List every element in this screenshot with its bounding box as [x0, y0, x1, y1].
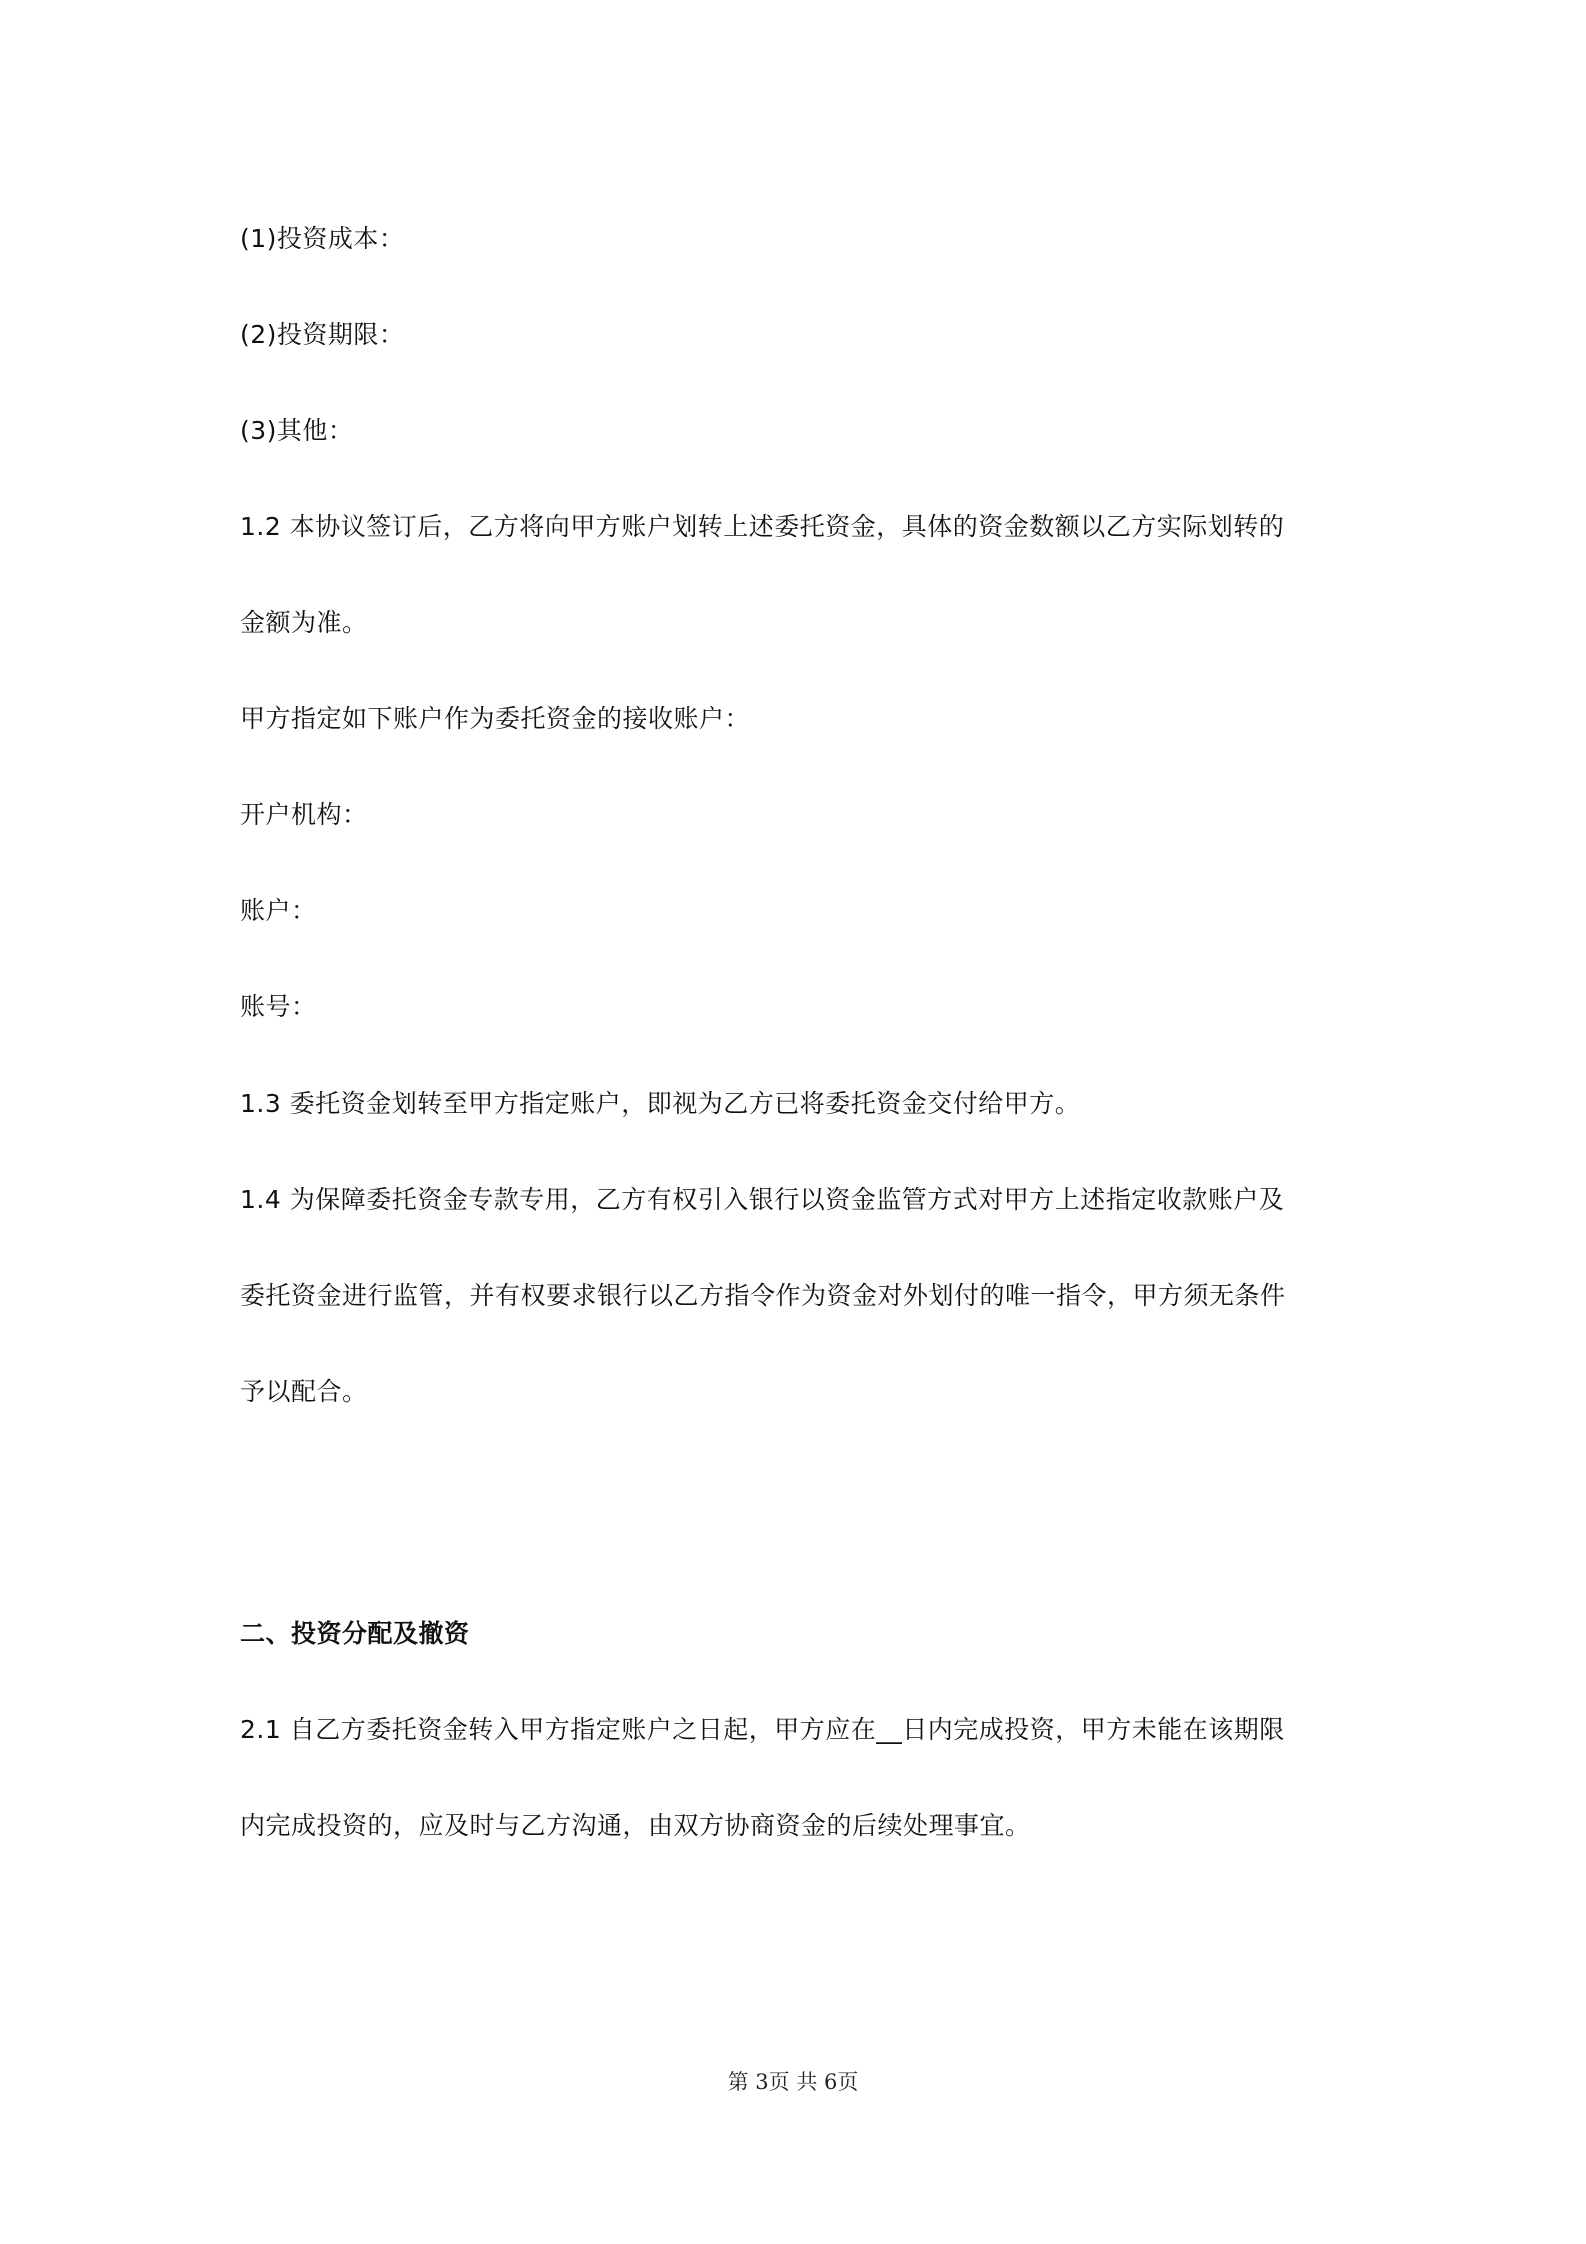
clause-1-4-line-3: 予以配合。	[240, 1377, 368, 1406]
field-account-name: 账户：	[240, 896, 317, 925]
clause-2-1-line-2: 内完成投资的，应及时与乙方沟通，由双方协商资金的后续处理事宜。	[240, 1811, 1031, 1840]
page-number-footer: 第 3页 共 6页	[727, 2070, 859, 2094]
clause-1-4-line-1: 1.4 为保障委托资金专款专用，乙方有权引入银行以资金监管方式对甲方上述指定收款账户及	[240, 1185, 1285, 1214]
item-investment-cost: (1)投资成本：	[240, 224, 405, 253]
clause-1-4-line-2: 委托资金进行监管，并有权要求银行以乙方指令作为资金对外划付的唯一指令，甲方须无条件	[240, 1281, 1286, 1310]
item-investment-period: (2)投资期限：	[240, 320, 405, 349]
section-heading-2: 二、投资分配及撤资	[240, 1619, 470, 1648]
clause-1-2-line-1: 1.2 本协议签订后，乙方将向甲方账户划转上述委托资金，具体的资金数额以乙方实际划转的	[240, 512, 1285, 541]
field-bank-institution: 开户机构：	[240, 800, 368, 829]
receiving-account-intro: 甲方指定如下账户作为委托资金的接收账户：	[240, 704, 751, 733]
item-other: (3)其他：	[240, 416, 354, 445]
clause-1-3: 1.3 委托资金划转至甲方指定账户，即视为乙方已将委托资金交付给甲方。	[240, 1089, 1081, 1118]
clause-1-2-line-2: 金额为准。	[240, 608, 368, 637]
field-account-number: 账号：	[240, 992, 317, 1021]
clause-2-1-line-1: 2.1 自乙方委托资金转入甲方指定账户之日起，甲方应在__日内完成投资，甲方未能在该期限	[240, 1715, 1285, 1744]
